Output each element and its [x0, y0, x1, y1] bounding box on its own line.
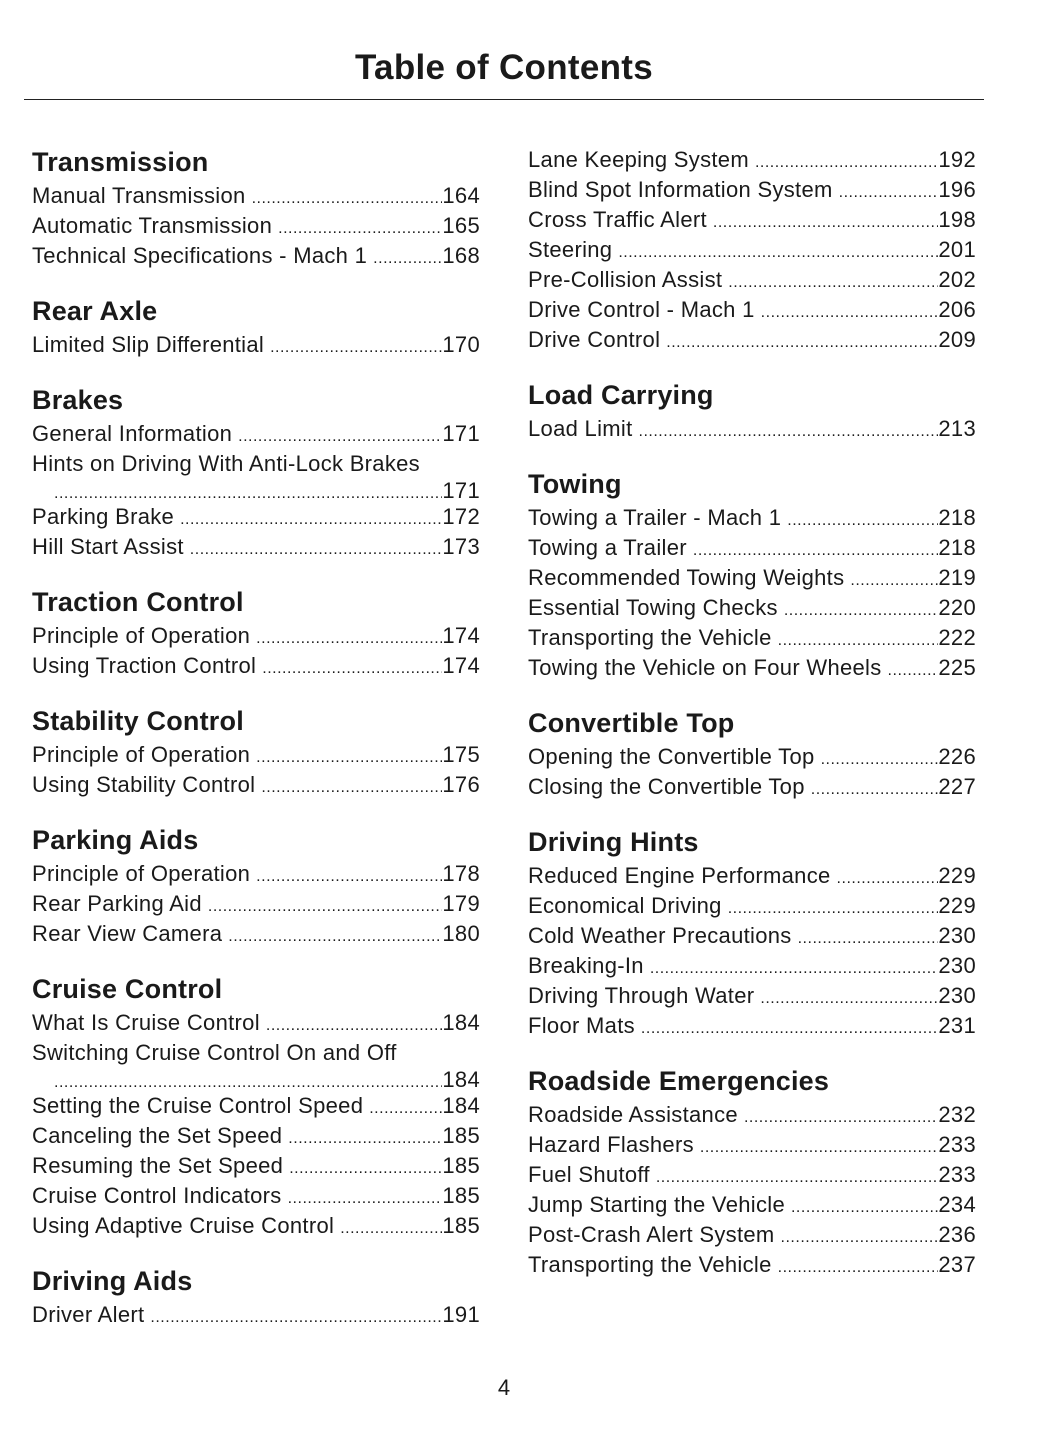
- entry-title: Towing the Vehicle on Four Wheels: [528, 655, 882, 680]
- entry-page: 219: [938, 565, 976, 590]
- entry-title: Blind Spot Information System: [528, 177, 833, 202]
- entry-page: 209: [938, 327, 976, 352]
- toc-entry[interactable]: [32, 919, 480, 949]
- entry-page: 184: [442, 1093, 480, 1118]
- entry-page: 174: [442, 653, 480, 678]
- toc-entry[interactable]: [528, 1190, 976, 1220]
- entry-page: 185: [442, 1123, 480, 1148]
- entry-page: 172: [442, 504, 480, 529]
- toc-entry[interactable]: [528, 1130, 976, 1160]
- entry-title: Towing a Trailer: [528, 535, 687, 560]
- dot-leader: [288, 1124, 442, 1154]
- entry-title: Transporting the Vehicle: [528, 1252, 772, 1277]
- toc-section: [32, 704, 480, 800]
- toc-entry[interactable]: [32, 740, 480, 770]
- toc-entry[interactable]: [32, 859, 480, 889]
- section-heading: Traction Control: [32, 587, 244, 617]
- entry-title: Automatic Transmission: [32, 213, 273, 238]
- toc-entry[interactable]: [528, 145, 976, 175]
- dot-leader: [373, 244, 442, 274]
- section-heading: Driving Aids: [32, 1266, 193, 1296]
- dot-leader: [208, 892, 443, 922]
- entry-title: Using Stability Control: [32, 772, 256, 797]
- entry-page: 213: [938, 416, 976, 441]
- dot-leader: [666, 328, 938, 358]
- toc-entry[interactable]: [32, 1121, 480, 1151]
- toc-entry[interactable]: [528, 1160, 976, 1190]
- entry-page: 202: [938, 267, 976, 292]
- toc-entry[interactable]: [528, 861, 976, 891]
- entry-page: 218: [938, 505, 976, 530]
- dot-leader: [190, 535, 443, 565]
- entry-leader-line: [32, 1068, 480, 1091]
- dot-leader: [656, 1163, 939, 1193]
- dot-leader: [784, 596, 939, 626]
- entry-page: 185: [442, 1183, 480, 1208]
- toc-entry[interactable]: [32, 449, 480, 502]
- toc-section: [528, 1064, 976, 1280]
- entry-title: Principle of Operation: [32, 861, 251, 886]
- entry-title: Principle of Operation: [32, 623, 251, 648]
- toc-section: [32, 585, 480, 681]
- entry-title: Using Traction Control: [32, 653, 257, 678]
- entry-title: Rear Parking Aid: [32, 891, 202, 916]
- dot-leader: [278, 214, 442, 244]
- toc-entry[interactable]: [32, 1181, 480, 1211]
- entry-title: Resuming the Set Speed: [32, 1153, 284, 1178]
- entry-page: 218: [938, 535, 976, 560]
- toc-section: [528, 706, 976, 802]
- toc-entry[interactable]: [528, 325, 976, 355]
- entry-page: 179: [442, 891, 480, 916]
- entry-title: Principle of Operation: [32, 742, 251, 767]
- toc-section: [32, 1264, 480, 1330]
- entry-page: 178: [442, 861, 480, 886]
- toc-section: [528, 145, 976, 355]
- entry-title: Limited Slip Differential: [32, 332, 265, 357]
- toc-entry[interactable]: [528, 593, 976, 623]
- entry-title: Drive Control: [528, 327, 661, 352]
- entry-title: Hints on Driving With Anti-Lock Brakes: [32, 451, 420, 476]
- dot-leader: [798, 924, 939, 954]
- entry-page: 191: [442, 1302, 480, 1327]
- entry-page: 229: [938, 863, 976, 888]
- entry-page: 165: [442, 213, 480, 238]
- entry-page: 229: [938, 893, 976, 918]
- entry-title: General Information: [32, 421, 233, 446]
- entry-page: 170: [442, 332, 480, 357]
- toc-entry[interactable]: [528, 205, 976, 235]
- dot-leader: [639, 417, 939, 447]
- dot-leader: [821, 745, 939, 775]
- toc-entry[interactable]: [32, 241, 480, 271]
- page-number: 4: [497, 1375, 511, 1400]
- section-heading: Driving Hints: [528, 827, 699, 857]
- entry-title: Fuel Shutoff: [528, 1162, 650, 1187]
- dot-leader: [778, 626, 939, 656]
- toc-entry[interactable]: [528, 1220, 976, 1250]
- dot-leader: [744, 1103, 938, 1133]
- dot-leader: [641, 1014, 938, 1044]
- toc-entry[interactable]: [32, 770, 480, 800]
- entry-title: Cold Weather Precautions: [528, 923, 792, 948]
- toc-entry[interactable]: [528, 265, 976, 295]
- dot-leader: [760, 984, 938, 1014]
- dot-leader: [787, 506, 938, 536]
- dot-leader: [180, 505, 442, 535]
- toc-entry[interactable]: [528, 951, 976, 981]
- entry-page: 234: [938, 1192, 976, 1217]
- entry-title: Load Limit: [528, 416, 633, 441]
- entry-title: Drive Control - Mach 1: [528, 297, 755, 322]
- dot-leader: [340, 1214, 442, 1244]
- toc-entry[interactable]: [528, 503, 976, 533]
- section-heading: Parking Aids: [32, 825, 199, 855]
- entry-title: Hazard Flashers: [528, 1132, 694, 1157]
- entry-title: Steering: [528, 237, 613, 262]
- section-heading: Rear Axle: [32, 296, 158, 326]
- entry-title: Closing the Convertible Top: [528, 774, 805, 799]
- toc-section: [528, 378, 976, 444]
- entry-title: Driving Through Water: [528, 983, 755, 1008]
- entry-page: 225: [938, 655, 976, 680]
- entry-page: 176: [442, 772, 480, 797]
- toc-entry[interactable]: [528, 921, 976, 951]
- entry-page: 230: [938, 983, 976, 1008]
- entry-title: Jump Starting the Vehicle: [528, 1192, 785, 1217]
- toc-entry[interactable]: [528, 563, 976, 593]
- entry-page: 196: [938, 177, 976, 202]
- entry-title: Post-Crash Alert System: [528, 1222, 775, 1247]
- entry-page: 171: [442, 421, 480, 446]
- dot-leader: [266, 1011, 443, 1041]
- entry-page: 220: [938, 595, 976, 620]
- dot-leader: [791, 1193, 938, 1223]
- entry-page: 227: [938, 774, 976, 799]
- section-heading: Load Carrying: [528, 380, 714, 410]
- dot-leader: [728, 268, 938, 298]
- entry-title: Essential Towing Checks: [528, 595, 778, 620]
- dot-leader: [256, 862, 442, 892]
- dot-leader: [238, 422, 442, 452]
- dot-leader: [693, 536, 939, 566]
- entry-page: 237: [938, 1252, 976, 1277]
- entry-title: Breaking-In: [528, 953, 644, 978]
- toc-entry[interactable]: [32, 1151, 480, 1181]
- entry-title: Economical Driving: [528, 893, 722, 918]
- entry-page: 233: [938, 1162, 976, 1187]
- toc-entry[interactable]: [32, 211, 480, 241]
- entry-page: 236: [938, 1222, 976, 1247]
- entry-page: 171: [442, 478, 480, 503]
- toc-section: [528, 825, 976, 1041]
- toc-section: [32, 823, 480, 949]
- toc-section: [528, 467, 976, 683]
- toc-section: [32, 383, 480, 562]
- entry-page: 226: [938, 744, 976, 769]
- entry-page: 231: [938, 1013, 976, 1038]
- entry-page: 173: [442, 534, 480, 559]
- toc-entry[interactable]: [32, 330, 480, 360]
- entry-title: Reduced Engine Performance: [528, 863, 831, 888]
- entry-title: Lane Keeping System: [528, 147, 749, 172]
- entry-page: 192: [938, 147, 976, 172]
- entry-title: Parking Brake: [32, 504, 175, 529]
- entry-title: Hill Start Assist: [32, 534, 184, 559]
- title-divider: [24, 99, 984, 100]
- toc-entry[interactable]: [528, 175, 976, 205]
- toc-entry[interactable]: [528, 772, 976, 802]
- dot-leader: [256, 743, 442, 773]
- section-heading: Convertible Top: [528, 708, 735, 738]
- toc-entry[interactable]: [32, 532, 480, 562]
- dot-leader: [150, 1303, 442, 1333]
- toc-entry[interactable]: [528, 1250, 976, 1280]
- toc-entry[interactable]: [32, 1091, 480, 1121]
- dot-leader: [288, 1184, 443, 1214]
- entry-title: Using Adaptive Cruise Control: [32, 1213, 335, 1238]
- dot-leader: [369, 1094, 442, 1124]
- entry-page: 175: [442, 742, 480, 767]
- entry-title: Roadside Assistance: [528, 1102, 738, 1127]
- dot-leader: [755, 148, 938, 178]
- toc-entry[interactable]: [528, 235, 976, 265]
- toc-section: [32, 294, 480, 360]
- dot-leader: [252, 184, 443, 214]
- toc-entry[interactable]: [32, 621, 480, 651]
- dot-leader: [888, 656, 939, 686]
- dot-leader: [778, 1253, 939, 1283]
- toc-entry[interactable]: [32, 1008, 480, 1038]
- entry-page: 232: [938, 1102, 976, 1127]
- dot-leader: [700, 1133, 939, 1163]
- entry-page: 201: [938, 237, 976, 262]
- toc-entry[interactable]: [32, 181, 480, 211]
- dot-leader: [850, 566, 938, 596]
- toc-entry[interactable]: [32, 889, 480, 919]
- entry-title: Towing a Trailer - Mach 1: [528, 505, 782, 530]
- toc-entry[interactable]: [32, 419, 480, 449]
- dot-leader: [713, 208, 938, 238]
- toc-entry[interactable]: [528, 414, 976, 444]
- toc-entry[interactable]: [528, 981, 976, 1011]
- toc-section: [32, 972, 480, 1241]
- toc-entry[interactable]: [528, 623, 976, 653]
- toc-entry[interactable]: [528, 742, 976, 772]
- entry-title: Floor Mats: [528, 1013, 635, 1038]
- dot-leader: [728, 894, 939, 924]
- entry-title: Cruise Control Indicators: [32, 1183, 282, 1208]
- entry-page: 168: [442, 243, 480, 268]
- section-heading: Stability Control: [32, 706, 244, 736]
- entry-title: Transporting the Vehicle: [528, 625, 772, 650]
- dot-leader: [262, 654, 442, 684]
- entry-page: 198: [938, 207, 976, 232]
- entry-title: Setting the Cruise Control Speed: [32, 1093, 364, 1118]
- dot-leader: [650, 954, 939, 984]
- toc-entry[interactable]: [32, 1211, 480, 1241]
- toc-column-right: [528, 145, 976, 1303]
- dot-leader: [618, 238, 938, 268]
- section-heading: Cruise Control: [32, 974, 223, 1004]
- entry-title: Manual Transmission: [32, 183, 246, 208]
- toc-entry[interactable]: [32, 1300, 480, 1330]
- toc-section: [32, 145, 480, 271]
- entry-page: 230: [938, 923, 976, 948]
- entry-title: Canceling the Set Speed: [32, 1123, 283, 1148]
- entry-page: 233: [938, 1132, 976, 1157]
- dot-leader: [256, 624, 442, 654]
- entry-title: Cross Traffic Alert: [528, 207, 707, 232]
- entry-title: Opening the Convertible Top: [528, 744, 815, 769]
- section-heading: Towing: [528, 469, 622, 499]
- entry-page: 230: [938, 953, 976, 978]
- entry-page: 206: [938, 297, 976, 322]
- toc-entry[interactable]: [32, 502, 480, 532]
- entry-page: 174: [442, 623, 480, 648]
- entry-page: 185: [442, 1153, 480, 1178]
- entry-page: 164: [442, 183, 480, 208]
- entry-title: Technical Specifications - Mach 1: [32, 243, 368, 268]
- dot-leader: [839, 178, 939, 208]
- dot-leader: [837, 864, 939, 894]
- dot-leader: [289, 1154, 442, 1184]
- toc-entry[interactable]: [32, 651, 480, 681]
- entry-title: Switching Cruise Control On and Off: [32, 1040, 397, 1065]
- toc-entry[interactable]: [528, 533, 976, 563]
- entry-page: 180: [442, 921, 480, 946]
- entry-title: Recommended Towing Weights: [528, 565, 845, 590]
- dot-leader: [781, 1223, 939, 1253]
- entry-page: 184: [442, 1067, 480, 1092]
- dot-leader: [811, 775, 939, 805]
- dot-leader: [761, 298, 939, 328]
- entry-title: Rear View Camera: [32, 921, 223, 946]
- section-heading: Roadside Emergencies: [528, 1066, 830, 1096]
- entry-title: Pre-Collision Assist: [528, 267, 723, 292]
- entry-leader-line: [32, 479, 480, 502]
- toc-column-left: [32, 145, 480, 1353]
- dot-leader: [270, 333, 442, 363]
- entry-page: 184: [442, 1010, 480, 1035]
- entry-page: 185: [442, 1213, 480, 1238]
- toc-entry[interactable]: [528, 891, 976, 921]
- toc-entry[interactable]: [528, 295, 976, 325]
- toc-entry[interactable]: [528, 1011, 976, 1041]
- dot-leader: [261, 773, 442, 803]
- section-heading: Brakes: [32, 385, 124, 415]
- section-heading: Transmission: [32, 147, 209, 177]
- toc-entry[interactable]: [32, 1038, 480, 1091]
- page-title: Table of Contents: [354, 48, 654, 87]
- dot-leader: [228, 922, 442, 952]
- entry-page: 222: [938, 625, 976, 650]
- entry-title: What Is Cruise Control: [32, 1010, 260, 1035]
- toc-entry[interactable]: [528, 1100, 976, 1130]
- entry-title: Driver Alert: [32, 1302, 145, 1327]
- toc-entry[interactable]: [528, 653, 976, 683]
